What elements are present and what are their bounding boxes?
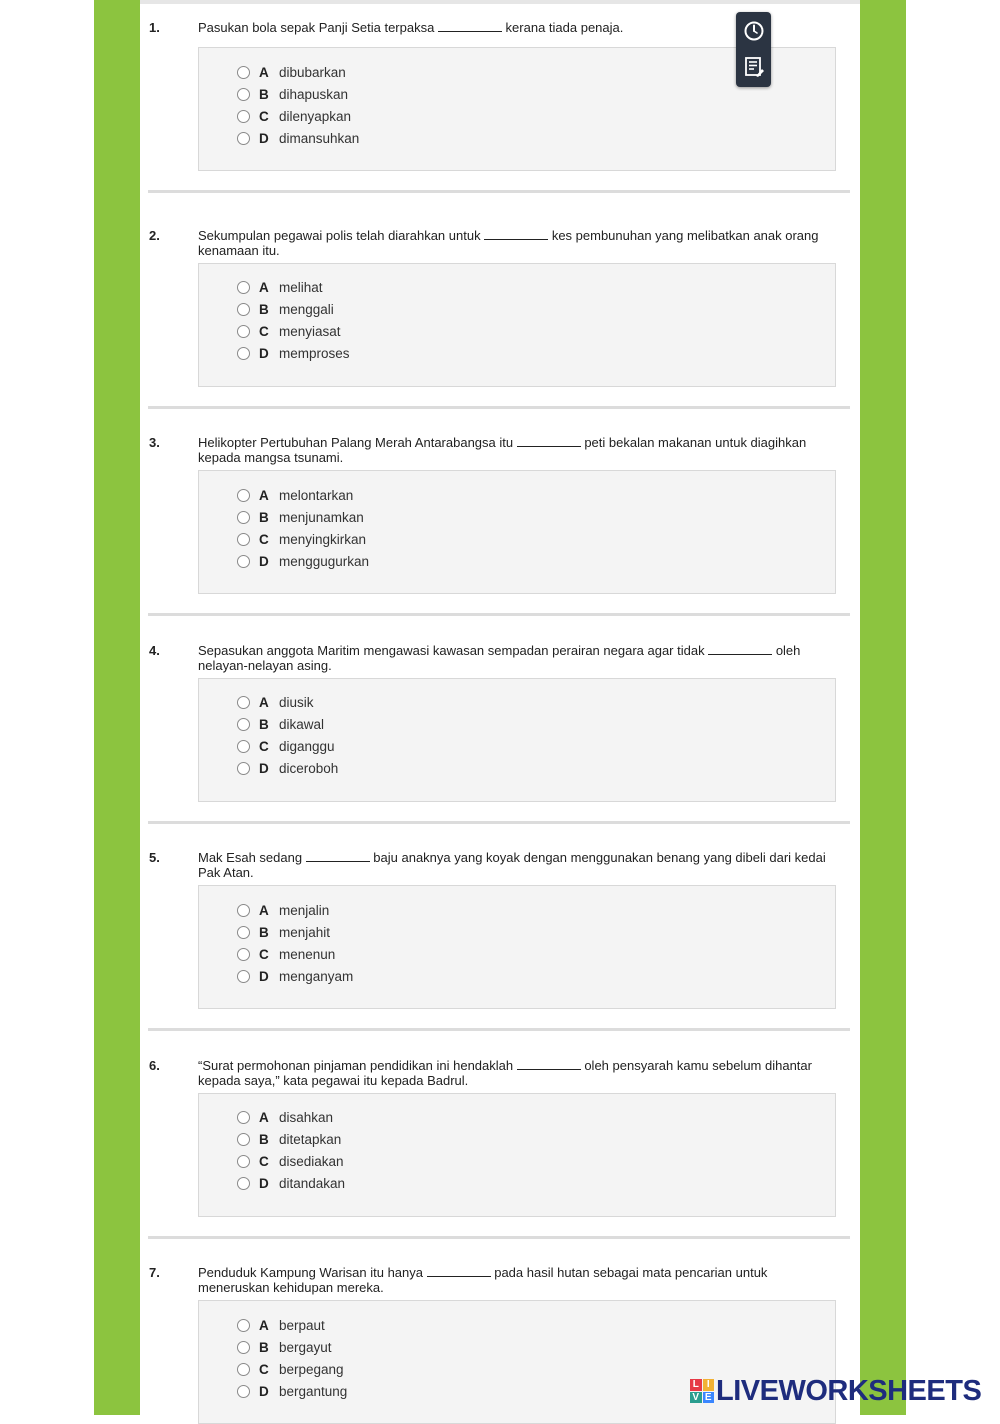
- option-text: menjalin: [279, 902, 330, 918]
- option-text: memproses: [279, 346, 350, 361]
- question-number: 6.: [149, 1057, 160, 1073]
- question-text-before: Sepasukan anggota Maritim mengawasi kawasan sempadan perairan negara agar tidak: [198, 642, 709, 658]
- radio-button[interactable]: [237, 347, 250, 360]
- option-d[interactable]: [237, 759, 338, 779]
- option-letter: B: [259, 509, 269, 525]
- option-text: diusik: [279, 695, 314, 710]
- question-number: 1.: [149, 20, 160, 35]
- option-text: bergayut: [279, 1339, 332, 1355]
- answer-blank: [438, 20, 502, 32]
- radio-button[interactable]: [237, 1155, 250, 1168]
- option-letter: C: [259, 946, 269, 962]
- option-text: dihapuskan: [279, 86, 349, 102]
- logo-letter: L: [690, 1379, 702, 1391]
- question-text: [198, 435, 838, 465]
- question-text-before: Helikopter Pertubuhan Palang Merah Antarabangsa itu: [198, 435, 517, 450]
- option-letter: B: [259, 86, 269, 102]
- option-letter: B: [259, 1132, 269, 1147]
- question-divider: [148, 406, 850, 409]
- radio-button[interactable]: [237, 533, 250, 546]
- radio-button[interactable]: [237, 1177, 250, 1190]
- answer-blank: [708, 643, 772, 655]
- logo-letter: V: [690, 1392, 702, 1404]
- option-text: menjunamkan: [279, 509, 364, 525]
- option-text: diganggu: [279, 739, 335, 754]
- option-text: ditetapkan: [279, 1132, 342, 1147]
- option-letter: C: [259, 531, 269, 547]
- radio-button[interactable]: [237, 1363, 250, 1376]
- option-text: ditandakan: [279, 1176, 346, 1191]
- question-divider: [148, 190, 850, 193]
- option-letter: A: [259, 902, 269, 918]
- option-a[interactable]: [237, 900, 329, 920]
- option-a[interactable]: [237, 485, 353, 505]
- question-text: [198, 228, 838, 258]
- timer-icon: [743, 20, 765, 42]
- radio-button[interactable]: [237, 762, 250, 775]
- option-d[interactable]: [237, 551, 369, 571]
- question-text: [198, 1265, 838, 1295]
- radio-button[interactable]: [237, 718, 250, 731]
- option-text: menganyam: [279, 968, 354, 984]
- options-box: [198, 470, 836, 594]
- option-letter: A: [259, 280, 269, 295]
- option-d[interactable]: [237, 966, 353, 986]
- option-text: disediakan: [279, 1154, 344, 1169]
- radio-button[interactable]: [237, 1133, 250, 1146]
- logo-letter: E: [703, 1392, 715, 1404]
- option-text: melontarkan: [279, 487, 354, 503]
- option-text: dimansuhkan: [279, 130, 360, 146]
- option-text: melihat: [279, 280, 323, 295]
- question-text-before: Sekumpulan pegawai polis telah diarahkan untuk: [198, 227, 485, 243]
- option-c[interactable]: [237, 322, 341, 342]
- option-d[interactable]: [237, 344, 350, 364]
- option-c[interactable]: [237, 1152, 344, 1172]
- option-letter: C: [259, 739, 269, 754]
- radio-button[interactable]: [237, 1319, 250, 1332]
- notes-icon: [743, 56, 765, 78]
- option-text: berpaut: [279, 1317, 325, 1333]
- question-text-before: Mak Esah sedang: [198, 850, 306, 865]
- question-number: 7.: [149, 1265, 160, 1280]
- option-d[interactable]: [237, 1174, 345, 1194]
- option-a[interactable]: [237, 62, 346, 82]
- option-text: berpegang: [279, 1361, 344, 1377]
- options-box: [198, 1093, 836, 1217]
- option-text: diceroboh: [279, 761, 339, 776]
- option-letter: D: [259, 1383, 269, 1399]
- question-divider: [148, 613, 850, 616]
- option-b[interactable]: [237, 300, 334, 320]
- option-a[interactable]: [237, 278, 323, 298]
- option-d[interactable]: [237, 128, 359, 148]
- option-letter: C: [259, 1154, 269, 1169]
- question-text-before: Pasukan bola sepak Panji Setia terpaksa: [198, 20, 438, 35]
- radio-button[interactable]: [237, 511, 250, 524]
- radio-button[interactable]: [237, 489, 250, 502]
- option-letter: D: [259, 1176, 269, 1191]
- answer-blank: [484, 228, 548, 240]
- question-number: 2.: [149, 227, 160, 243]
- option-a[interactable]: [237, 693, 314, 713]
- option-a[interactable]: [237, 1108, 333, 1128]
- option-letter: C: [259, 108, 269, 124]
- option-c[interactable]: [237, 1359, 344, 1379]
- option-text: disahkan: [279, 1110, 334, 1125]
- option-letter: D: [259, 968, 269, 984]
- radio-button[interactable]: [237, 1385, 250, 1398]
- question-text: [198, 850, 838, 880]
- option-letter: A: [259, 1317, 269, 1333]
- question-number: 4.: [149, 642, 160, 658]
- option-b[interactable]: [237, 84, 348, 104]
- option-text: menenun: [279, 946, 336, 962]
- option-text: menggugurkan: [279, 553, 370, 569]
- options-box: [198, 263, 836, 387]
- option-letter: B: [259, 717, 269, 732]
- question-divider: [148, 821, 850, 824]
- option-b[interactable]: [237, 1337, 332, 1357]
- logo-text: LIVEWORKSHEETS: [716, 1374, 982, 1407]
- notes-button[interactable]: [741, 54, 766, 79]
- radio-button[interactable]: [237, 555, 250, 568]
- option-letter: A: [259, 695, 269, 710]
- question-text-after: peti bekalan makanan untuk diagihkan kepada mangsa tsunami.: [198, 435, 807, 465]
- option-letter: A: [259, 64, 269, 80]
- option-letter: D: [259, 130, 269, 146]
- timer-button[interactable]: [741, 18, 766, 43]
- radio-button[interactable]: [237, 132, 250, 145]
- options-box: [198, 678, 836, 802]
- radio-button[interactable]: [237, 696, 250, 709]
- logo-letter: I: [703, 1379, 715, 1391]
- question-text: [198, 1058, 838, 1088]
- option-letter: B: [259, 924, 269, 940]
- answer-blank: [427, 1265, 491, 1277]
- question-text-after: kerana tiada penaja.: [501, 20, 624, 35]
- radio-button[interactable]: [237, 1111, 250, 1124]
- option-c[interactable]: [237, 944, 335, 964]
- option-text: menggali: [279, 302, 334, 317]
- right-green-border: [860, 0, 906, 1415]
- option-letter: B: [259, 302, 269, 317]
- option-b[interactable]: [237, 1130, 341, 1150]
- option-text: dibubarkan: [279, 64, 346, 80]
- radio-button[interactable]: [237, 66, 250, 79]
- option-b[interactable]: [237, 715, 324, 735]
- liveworksheets-logo: [690, 1376, 981, 1406]
- question-text-after: oleh pensyarah kamu sebelum dihantar kepada saya,” kata pegawai itu kepada Badrul.: [198, 1057, 812, 1088]
- option-letter: C: [259, 324, 269, 339]
- radio-button[interactable]: [237, 970, 250, 983]
- option-letter: C: [259, 1361, 269, 1377]
- option-a[interactable]: [237, 1315, 325, 1335]
- radio-button[interactable]: [237, 110, 250, 123]
- question-text-before: “Surat permohonan pinjaman pendidikan ini hendaklah: [198, 1057, 517, 1073]
- radio-button[interactable]: [237, 1341, 250, 1354]
- top-strip: [140, 0, 860, 4]
- tool-panel: [736, 12, 771, 87]
- option-text: menjahit: [279, 924, 331, 940]
- option-letter: D: [259, 761, 269, 776]
- option-b[interactable]: [237, 922, 330, 942]
- question-number: 5.: [149, 850, 160, 865]
- option-text: dilenyapkan: [279, 108, 352, 124]
- question-text-after: kes pembunuhan yang melibatkan anak orang kenamaan itu.: [198, 227, 819, 258]
- option-letter: B: [259, 1339, 269, 1355]
- answer-blank: [517, 1058, 581, 1070]
- answer-blank: [517, 435, 581, 447]
- question-number: 3.: [149, 435, 160, 450]
- radio-button[interactable]: [237, 740, 250, 753]
- question-text-after: oleh nelayan-nelayan asing.: [198, 642, 801, 673]
- option-c[interactable]: [237, 106, 351, 126]
- option-text: bergantung: [279, 1383, 348, 1399]
- question-text-after: baju anaknya yang koyak dengan menggunakan benang yang dibeli dari kedai Pak Atan.: [198, 850, 826, 880]
- question-text: [198, 643, 838, 673]
- option-c[interactable]: [237, 529, 366, 549]
- logo-grid-icon: [690, 1379, 714, 1403]
- option-b[interactable]: [237, 507, 364, 527]
- option-d[interactable]: [237, 1381, 347, 1401]
- question-text-before: Penduduk Kampung Warisan itu hanya: [198, 1265, 427, 1280]
- radio-button[interactable]: [237, 926, 250, 939]
- radio-button[interactable]: [237, 325, 250, 338]
- question-divider: [148, 1236, 850, 1239]
- option-letter: A: [259, 487, 269, 503]
- option-c[interactable]: [237, 737, 335, 757]
- options-box: [198, 885, 836, 1009]
- radio-button[interactable]: [237, 88, 250, 101]
- option-text: dikawal: [279, 717, 325, 732]
- radio-button[interactable]: [237, 303, 250, 316]
- left-green-border: [94, 0, 140, 1415]
- radio-button[interactable]: [237, 904, 250, 917]
- question-divider: [148, 1028, 850, 1031]
- answer-blank: [306, 850, 370, 862]
- option-letter: D: [259, 553, 269, 569]
- radio-button[interactable]: [237, 281, 250, 294]
- question-text-after: pada hasil hutan sebagai mata pencarian untuk meneruskan kehidupan mereka.: [198, 1265, 768, 1295]
- option-letter: D: [259, 346, 269, 361]
- option-text: menyingkirkan: [279, 531, 367, 547]
- option-text: menyiasat: [279, 324, 341, 339]
- option-letter: A: [259, 1110, 269, 1125]
- radio-button[interactable]: [237, 948, 250, 961]
